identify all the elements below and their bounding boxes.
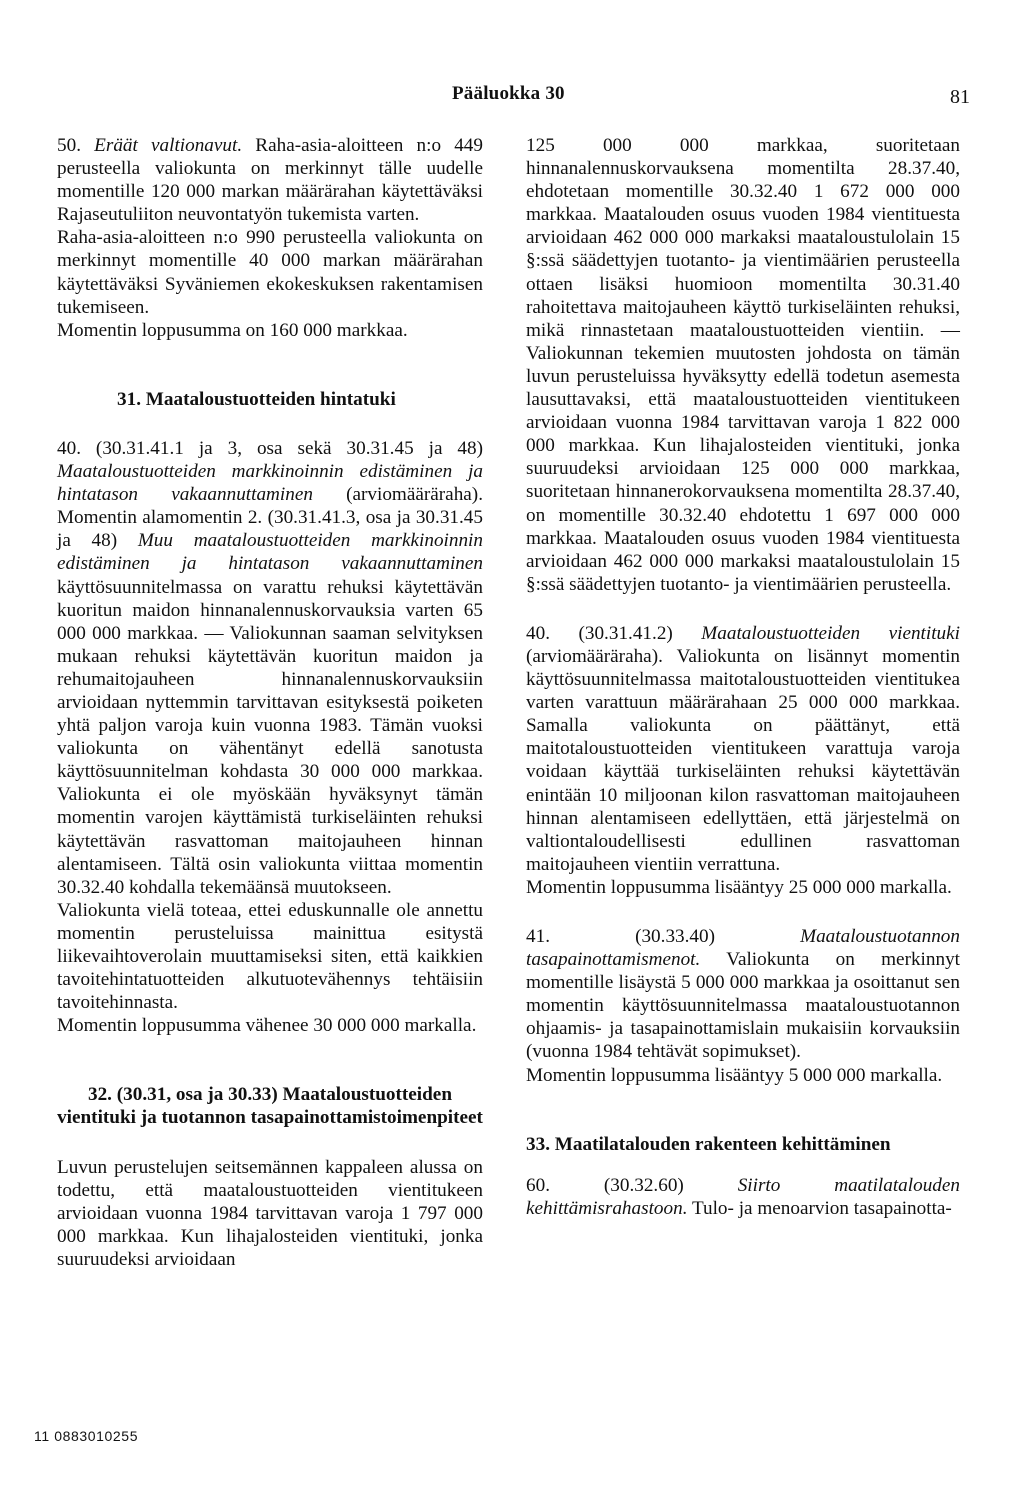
left-column — [57, 134, 483, 1271]
page-number: 81 — [950, 86, 970, 108]
section-40-text-2: käyttösuunnitelmassa on varattu rehuksi käytettävän kuoritun maidon hinnanalennuskorvauksia varten 65 000 000 markkaa. — Valiokunnan saaman selvityksen mukaan rehuksi käytettävän kuoritun maidon ja rehumaitojauheen hinnanalennuskorvauksiin arvioidaan nyttemmin tarvittavan esityksestä poiketen yhtä paljon varoja kuin vuonna 1983. Tämän vuoksi valiokunta on vähentänyt edellä sanotusta käyttösuunnitelman kohdasta 30 000 000 markkaa. Valiokunta ei ole myöskään hyväksynyt tämän momentin varojen käyttämistä turkiseläinten rehuksi käytettävän rasvattoman maitojauheen hinnan alentamiseen. Tältä osin valiokunta viittaa momentin 30.32.40 kohdalla tekemäänsä muutokseen. — [57, 576, 483, 898]
chapter-33-heading: 33. Maatilatalouden rakenteen kehittäminen — [526, 1133, 891, 1155]
section-41-paragraph — [526, 925, 960, 1064]
export-support-paragraph: 125 000 000 markkaa, suoritetaan hinnanalennuskorvauksena momentilta 28.37.40, ehdotetaan momentille 30.32.40 1 672 000 000 markkaa. Maatalouden osuus vuoden 1984 vientituesta arvioidaan 462 000 000 markaksi maataloustulolain 15 §:ssä säädettyjen tuotanto- ja vientimäärien perusteella ottaen lisäksi huomioon momentilta 30.31.40 rahoitettava maitojauheen käyttö turkiseläinten rehuksi, mikä rinnastetaan maataloustuotteiden vientiin. — Valiokunnan tekemien muutosten johdosta on tämän luvun perusteluissa hyväksytty edellä todetun asemesta lausuttavaksi, että maataloustuotteiden vientitukeen arvioidaan vuonna 1984 tarvittavan varoja 1 822 000 000 markkaa. Kun lihajalosteiden vientituki, jonka suuruudeksi arvioidaan 125 000 000 markkaa, suoritetaan hinnanerokorvauksena momentilta 28.37.40, on momentille 30.32.40 ehdotettu 1 697 000 000 markkaa. Maatalouden osuus vuoden 1984 vientituesta arvioidaan 462 000 000 markaksi maataloustulolain 15 §:ssä säädettyjen tuotanto- ja vientimäärien perusteella. — [526, 135, 960, 595]
right-column — [526, 134, 960, 1220]
section-41-total: Momentin loppusumma lisääntyy 5 000 000 markalla. — [526, 1064, 943, 1086]
section-40-ref: 40. (30.31.41.1 ja 3, osa sekä 30.31.45 ja 48) — [57, 437, 483, 459]
section-40-title: Maataloustuotteiden markkinoinnin edistäminen ja hintatason vakaannuttaminen — [57, 461, 483, 506]
section-41-text: Valiokunta on merkinnyt momentille lisäystä 5 000 000 markkaa ja osoittanut sen momentin käyttösuunnitelmassa maataloustuotannon ohjaamis- ja tasapainottamislain mukaisiin korvauksiin (vuonna 1984 tehtävät sopimukset). — [526, 949, 960, 1063]
section-60-text: Tulo- ja menoarvion tasapainotta- — [687, 1197, 952, 1219]
section-40-export-text: (arviomääräraha). Valiokunta on lisännyt momentin käyttösuunnitelmassa maitotaloustuotteiden vientitukea varten varattuun määrärahaan 25 000 000 markkaa. Samalla valiokunta on päättänyt, että maitotaloustuotteiden vientitukeen varattuja varoja voidaan käyttää turkiseläinten rehuksi käytettävän enintään 10 miljoonan kilon rasvattoman maitojauheen hinnan alentamiseen edellyttäen, että järjestelmä on valtiontaloudellisesti edullinen rasvattoman maitojauheen vientiin verrattuna. — [526, 645, 960, 875]
section-40-total: Momentin loppusumma vähenee 30 000 000 markalla. — [57, 1015, 477, 1037]
section-40-text-1: (arviomääräraha). Momentin alamomentin 2. (30.31.41.3, osa ja 30.31.45 ja 48) — [57, 484, 483, 552]
page-header-title: Pääluokka 30 — [452, 83, 565, 104]
section-60-ref: 60. (30.32.60) — [526, 1174, 738, 1196]
section-40-export-total: Momentin loppusumma lisääntyy 25 000 000 markalla. — [526, 876, 952, 898]
section-50-total: Momentin loppusumma on 160 000 markkaa. — [57, 319, 408, 341]
section-40-export-title: Maataloustuotteiden vientituki — [701, 622, 960, 644]
footer-code: 11 0883010255 — [34, 1428, 139, 1444]
section-40-paragraph — [57, 437, 483, 899]
tax-note-paragraph: Valiokunta vielä toteaa, ettei eduskunnalle ole annettu momentin perusteluissa mainittua esitystä liikevaihtoverolain muuttamiseksi siten, että kaikkien tavoitehintatuotteiden alkutuotevähennys tehtäisiin tavoitehinnasta. — [57, 899, 483, 1014]
section-40-export-paragraph — [526, 622, 960, 876]
section-50-paragraph — [57, 134, 483, 226]
section-60-paragraph — [526, 1174, 960, 1220]
section-40-subtitle: Muu maataloustuotteiden markkinoinnin edistäminen ja hintatason vakaannuttaminen — [57, 530, 483, 575]
section-41-ref: 41. (30.33.40) — [526, 926, 801, 947]
section-50-number: 50. — [57, 135, 81, 156]
section-40-export-ref: 40. (30.31.41.2) — [526, 622, 702, 644]
chapter-32-heading: 32. (30.31, osa ja 30.33) Maataloustuotteiden vientituki ja tuotannon tasapainottamistoimenpiteet — [57, 1084, 483, 1129]
section-50-text: Raha-asia-aloitteen n:o 449 perusteella valiokunta on merkinnyt tälle uudelle momentille 120 000 markan määrärahan käytettäväksi Rajaseutuliiton neuvontatyön tukemista varten. — [57, 135, 483, 226]
section-41-title: Maataloustuotannon tasapainottamismenot. — [526, 926, 960, 971]
chapter-31-heading: 31. Maataloustuotteiden hintatuki — [117, 388, 396, 410]
aloite-990-paragraph: Raha-asia-aloitteen n:o 990 perusteella valiokunta on merkinnyt momentille 40 000 markan määrärahan käytettäväksi Syväniemen ekokeskuksen rakentamisen tukemiseen. — [57, 227, 483, 318]
section-60-title: Siirto maatilatalouden kehittämisrahastoon. — [526, 1174, 960, 1219]
chapter-32-intro: Luvun perustelujen seitsemännen kappaleen alussa on todettu, että maataloustuotteiden vientitukeen arvioidaan vuonna 1984 tarvittavan varoja 1 797 000 000 markkaa. Kun lihajalosteiden vientituki, jonka suuruudeksi arvioidaan — [57, 1156, 483, 1270]
section-50-title: Eräät valtionavut. — [94, 135, 243, 156]
